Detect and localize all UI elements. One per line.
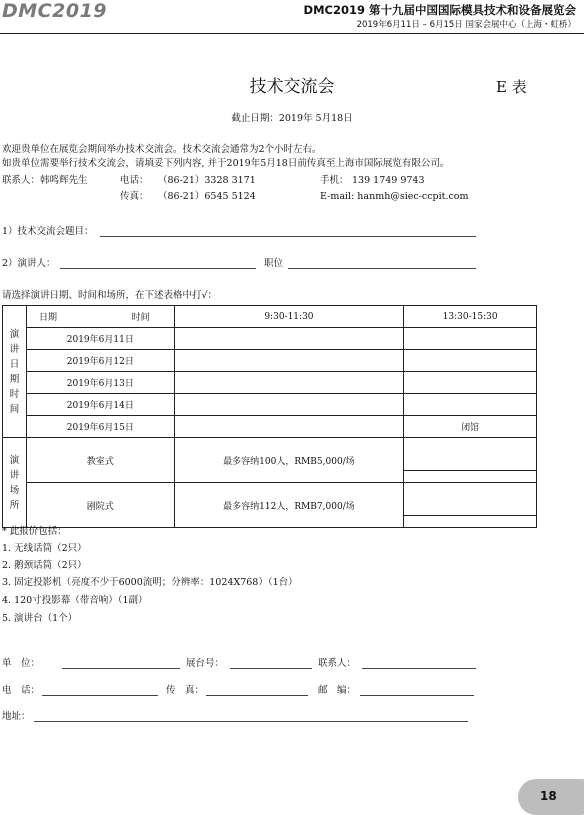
- address-label: 地址：: [2, 711, 31, 722]
- fax-field-label: 传 真：: [166, 685, 205, 696]
- slot-morning-header: 9:30-11:30: [174, 306, 404, 328]
- intro-line-1: 欢迎贵单位在展览会期间举办技术交流会。技术交流会通常为2个小时左右。: [2, 144, 322, 155]
- booth-field[interactable]: [230, 658, 312, 669]
- venue-capacity-classroom: 最多容纳100人，RMB5,000/场: [174, 438, 404, 483]
- deadline: 截止日期：2019年 5月18日: [231, 113, 353, 124]
- tel-label: 电话：: [120, 175, 149, 186]
- morning-checkbox-cell[interactable]: [174, 416, 404, 438]
- slot-afternoon-header: 13:30-15:30: [404, 306, 537, 328]
- venue-choice-theater[interactable]: [404, 483, 537, 528]
- venue-side-label: 演 讲 场 所: [3, 438, 27, 528]
- date-cell: 2019年6月11日: [26, 328, 174, 350]
- morning-checkbox-cell[interactable]: [174, 328, 404, 350]
- date-cell: 2019年6月13日: [26, 372, 174, 394]
- intro-line-2: 如贵单位需要举行技术交流会，请填妥下列内容, 并于2019年5月18日前传真至上海市国际展览有限公司。: [2, 158, 450, 169]
- topic-field[interactable]: [100, 226, 476, 237]
- select-instruction: 请选择演讲日期、时间和场所，在下述表格中打√：: [2, 290, 218, 301]
- fax-field[interactable]: [206, 685, 308, 696]
- postcode-label: 邮 编：: [318, 685, 357, 696]
- includes-item: 1. 无线话筒（2只）: [2, 543, 87, 554]
- fax-label: 传真：: [120, 191, 149, 202]
- includes-item: 3. 固定投影机（亮度不少于6000流明；分辨率：1024X768）（1台）: [2, 577, 298, 588]
- date-cell: 2019年6月12日: [26, 350, 174, 372]
- venue-capacity-theater: 最多容纳112人，RMB7,000/场: [174, 483, 404, 528]
- includes-item: 5. 演讲台（1个）: [2, 613, 78, 624]
- speaker-field[interactable]: [60, 258, 256, 269]
- mobile-label: 手机：: [320, 175, 349, 186]
- morning-checkbox-cell[interactable]: [174, 350, 404, 372]
- header-title: DMC2019 第十九届中国国际模具技术和设备展览会: [303, 3, 576, 17]
- address-field[interactable]: [34, 711, 468, 722]
- header-divider: [0, 33, 584, 34]
- phone-label: 电 话：: [2, 685, 41, 696]
- unit-label: 单 位：: [2, 658, 41, 669]
- venue-type-theater: 剧院式: [26, 483, 174, 528]
- mobile-value: 139 1749 9743: [352, 175, 425, 186]
- contact-person: 联系人：韩鸣辉先生: [2, 175, 88, 186]
- includes-heading: * 此报价包括：: [2, 526, 67, 537]
- postcode-field[interactable]: [360, 685, 474, 696]
- afternoon-checkbox-cell[interactable]: [404, 372, 537, 394]
- date-cell: 2019年6月14日: [26, 394, 174, 416]
- afternoon-checkbox-cell[interactable]: [404, 328, 537, 350]
- date-cell: 2019年6月15日: [26, 416, 174, 438]
- form-title: 技术交流会: [249, 77, 335, 97]
- q1-label: 1）技术交流会题目：: [2, 226, 94, 237]
- schedule-side-label: 演 讲 日 期 时 间: [3, 306, 27, 438]
- contact-label: 联系人：: [318, 658, 357, 669]
- venue-choice-classroom[interactable]: [404, 438, 537, 483]
- phone-field[interactable]: [42, 685, 158, 696]
- email: E-mail: hanmh@siec-ccpit.com: [320, 191, 469, 202]
- booth-label: 展台号：: [186, 658, 225, 669]
- morning-checkbox-cell[interactable]: [174, 372, 404, 394]
- afternoon-checkbox-cell[interactable]: [404, 350, 537, 372]
- form-code: E 表: [496, 78, 527, 96]
- afternoon-checkbox-cell[interactable]: [404, 394, 537, 416]
- page-number: 18: [540, 789, 557, 803]
- logo: DMC2019: [2, 0, 108, 22]
- venue-type-classroom: 教室式: [26, 438, 174, 483]
- morning-checkbox-cell[interactable]: [174, 394, 404, 416]
- contact-field[interactable]: [362, 658, 476, 669]
- includes-item: 2. 鹅颈话筒（2只）: [2, 560, 87, 571]
- includes-item: 4. 120寸投影幕（带音响）（1副）: [2, 595, 148, 606]
- header-subtitle: 2019年6月11日 – 6月15日 国家会展中心（上海・虹桥）: [356, 20, 576, 30]
- tel-value: （86-21）3328 3171: [158, 175, 256, 186]
- fax-value: （86-21）6545 5124: [158, 191, 256, 202]
- date-time-header: 日期 时间: [26, 306, 174, 328]
- position-label: 职位: [264, 258, 284, 269]
- schedule-table: [2, 305, 537, 528]
- q2-label: 2）演讲人：: [2, 258, 56, 269]
- unit-field[interactable]: [62, 658, 180, 669]
- position-field[interactable]: [288, 258, 476, 269]
- closed-label: 闭馆: [404, 416, 537, 438]
